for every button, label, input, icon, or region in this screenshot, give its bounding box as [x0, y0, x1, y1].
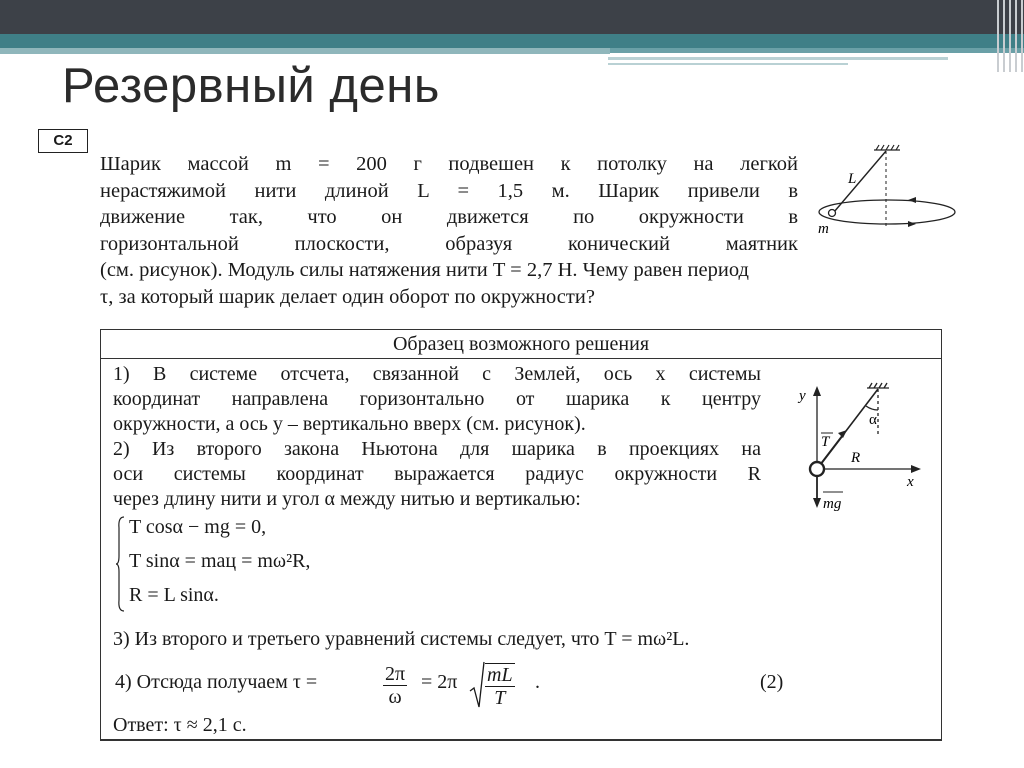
solution-box	[100, 329, 942, 740]
solution-line: окружности, а ось y – вертикально вверх (см. рисунок).	[113, 413, 586, 435]
step4-mid: = 2π	[421, 671, 458, 693]
problem-line: горизонтальной плоскости, образуя конический маятник	[100, 232, 798, 255]
solution-step-4	[115, 663, 815, 715]
equation-system	[115, 516, 515, 614]
label-T: T	[821, 434, 830, 450]
solution-bottom-line	[100, 739, 942, 741]
orbit-arrow-icon	[908, 197, 916, 203]
solution-line: координат направлена горизонтально от шарика к центру	[113, 388, 761, 410]
header-bar-dark	[0, 0, 1024, 34]
pendulum-figure	[812, 140, 972, 240]
header-stripes	[995, 0, 1024, 72]
label-L: L	[848, 171, 857, 187]
task-label: С2	[38, 129, 88, 153]
slide-title: Резервный день	[62, 59, 440, 113]
solution-text	[113, 362, 763, 512]
solution-line: оси системы координат выражается радиус окружности R	[113, 463, 761, 485]
equation-1: T cosα − mg = 0,	[129, 516, 267, 538]
orbit-arrow-icon	[908, 221, 916, 227]
problem-line: τ, за который шарик делает один оборот по окружности?	[100, 285, 595, 308]
ball	[829, 210, 836, 217]
ceiling-mount-icon	[874, 145, 900, 150]
equation-3: R = L sinα.	[129, 584, 219, 606]
header-bar-teal-light	[0, 48, 610, 54]
equation-number: (2)	[760, 671, 784, 693]
ball	[810, 462, 824, 476]
solution-header: Образец возможного решения	[101, 330, 941, 359]
label-x: x	[907, 474, 914, 490]
fraction-numerator: 2π	[385, 663, 406, 685]
header-line-1	[608, 57, 948, 60]
force-diagram	[791, 380, 931, 520]
solution-step-3: 3) Из второго и третьего уравнений системы следует, что T = mω²L.	[113, 628, 690, 650]
label-y: y	[799, 388, 806, 404]
fraction-sqrt	[485, 663, 515, 709]
solution-line: через длину нити и угол α между нитью и вертикалью:	[113, 488, 581, 510]
mg-arrow-icon	[813, 498, 821, 508]
label-R: R	[851, 450, 861, 466]
orbit-circle	[819, 200, 955, 224]
problem-line: нерастяжимой нити длиной L = 1,5 м. Шарик привели в	[100, 179, 798, 202]
problem-line: движение так, что он движется по окружности в	[100, 206, 798, 228]
problem-line: Шарик массой m = 200 г подвешен к потолку на легкой	[100, 153, 798, 175]
header-line-2	[608, 63, 848, 65]
label-m: m	[818, 221, 829, 237]
header-bar-teal	[0, 34, 1024, 48]
solution-line: 2) Из второго закона Ньютона для шарика в проекциях на	[113, 438, 761, 460]
sqrt-icon	[469, 661, 485, 711]
fraction-2pi-omega	[383, 663, 407, 708]
fraction-denominator: T	[494, 687, 506, 709]
header-bar-teal-right	[610, 48, 1024, 53]
answer: Ответ: τ ≈ 2,1 с.	[113, 714, 247, 736]
brace-icon	[115, 516, 125, 612]
step4-text: 4) Отсюда получаем τ =	[115, 671, 318, 693]
x-arrow-icon	[911, 465, 921, 473]
label-alpha: α	[869, 412, 877, 428]
fraction-denominator: ω	[388, 686, 402, 708]
equation-2: T sinα = maц = mω²R,	[129, 550, 311, 572]
problem-line: (см. рисунок). Модуль силы натяжения нити T = 2,7 Н. Чему равен период	[100, 259, 749, 281]
solution-line: 1) В системе отсчета, связанной с Землей, ось x системы	[113, 363, 761, 385]
fraction-numerator: mL	[487, 664, 513, 686]
step4-end: .	[535, 671, 540, 693]
label-mg: mg	[823, 496, 842, 512]
y-arrow-icon	[813, 386, 821, 396]
